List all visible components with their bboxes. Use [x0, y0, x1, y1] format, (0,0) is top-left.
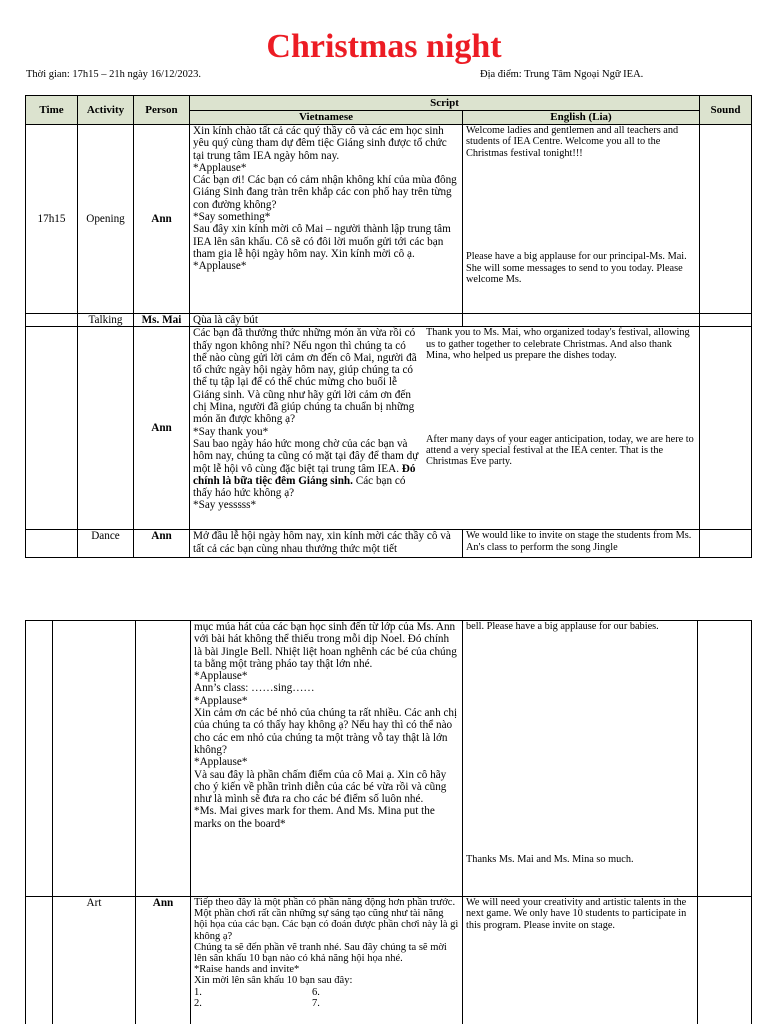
header-activity: Activity	[78, 96, 134, 125]
table-row	[26, 530, 752, 558]
header-time: Time	[26, 96, 78, 125]
table-row	[26, 314, 752, 327]
script-line: *Say yesssss*	[193, 499, 257, 512]
script-line: *Applause*	[194, 670, 248, 683]
script-line: *Applause*	[194, 694, 248, 707]
time-cell	[26, 621, 53, 897]
activity-cell	[78, 327, 134, 530]
header-vietnamese: Vietnamese	[190, 111, 463, 125]
vietnamese-cell: Mở đầu lễ hội ngày hôm nay, xin kính mời các thầy cô và tất cả các bạn cùng nhau thưởng thức một tiết	[190, 530, 463, 558]
time-cell	[26, 530, 78, 558]
english-cell	[463, 621, 698, 897]
header-script: Script	[190, 96, 700, 111]
script-line: Xin cảm ơn các bé nhỏ của chúng ta rất nhiều. Các anh chị của chúng ta có thấy hay không ạ? Nếu hay thì có thể nào cho các em nhỏ của chúng ta một tràng vỗ tay thật là lớn không?	[194, 707, 458, 756]
script-table-page-1	[25, 95, 752, 558]
script-line: Các bạn đã thưởng thức những món ăn vừa rồi có thấy ngon không nhỉ? Nếu ngon thì chúng ta có thể nào cùng gửi lời cảm ơn đến cô Mai, người đã tổ chức ngày hội ngày hôm nay, giúp chúng ta có thể tụ tập lại để có thể chúc mừng cho buổi lễ Giáng sinh. Và cũng như hãy gửi lời cảm ơn đến chị Mina, người đã giúp chúng ta chuẩn bị những món ăn được không ạ?	[193, 327, 417, 426]
table-row	[26, 125, 752, 314]
vietnamese-block	[190, 327, 422, 511]
script-line: Và sau đây là phần chấm điểm của cô Mai ạ. Xin cô hãy cho ý kiến về phần trình diễn của các bé vừa rồi và cũng như là mình sẽ đưa ra cho các bé điểm số luôn nhé.	[194, 768, 447, 806]
person-cell: Ms. Mai	[134, 314, 190, 327]
script-line: mục múa hát của các bạn học sinh đến từ lớp của Ms. Ann với bài hát không thể thiếu trong mỗi dịp Noel. Đó chính là bài Jingle Bell. Nhiệt liệt hoan nghênh các bé của chúng ta bằng một tràng pháo tay thật lớn nhé.	[194, 621, 457, 670]
person-cell: Ann	[134, 327, 190, 530]
activity-cell	[53, 621, 136, 897]
time-cell	[26, 314, 78, 327]
header-sound: Sound	[700, 96, 752, 125]
script-cell	[190, 327, 700, 530]
script-line: *Ms. Mai gives mark for them. And Ms. Mina put the marks on the board*	[194, 805, 435, 830]
script-line: Chúng ta sẽ đến phần vẽ tranh nhé. Sau đây chúng ta sẽ mời lên sân khấu 10 bạn nào có khả năng hội họa nhé.	[194, 941, 447, 965]
script-line: Welcome ladies and gentlemen and all teachers and students of IEA Centre. Welcome you all to the Christmas festival tonight!!!	[466, 125, 679, 159]
header-person: Person	[134, 96, 190, 125]
person-cell: Ann	[136, 897, 191, 1024]
script-line: *Applause*	[194, 756, 248, 769]
table-row	[26, 327, 752, 530]
english-cell	[463, 314, 700, 327]
event-location: Địa điểm: Trung Tâm Ngoại Ngữ IEA.	[480, 69, 644, 80]
script-line: *Say thank you*	[193, 425, 269, 438]
script-table-page-2	[25, 620, 752, 1024]
activity-cell: Opening	[78, 125, 134, 314]
time-cell: 17h15	[26, 125, 78, 314]
vietnamese-cell	[191, 621, 463, 897]
sound-cell	[698, 897, 752, 1024]
event-time: Thời gian: 17h15 – 21h ngày 16/12/2023.	[26, 69, 201, 80]
english-cell: We would like to invite on stage the students from Ms. An's class to perform the song Jingle	[463, 530, 700, 558]
participant-list-row: 2. 7.	[194, 997, 320, 1009]
english-cell	[463, 125, 700, 314]
page-title: Christmas night	[266, 28, 502, 65]
activity-cell: Art	[53, 897, 136, 1024]
script-line: Thank you to Ms. Mai, who organized today's festival, allowing us to gather together to celebrate Christmas. And also thank Mina, who helped us prepare the dishes today.	[426, 327, 690, 362]
script-line: Xin mời lên sân khấu 10 bạn sau đây:	[194, 975, 353, 987]
activity-cell: Dance	[78, 530, 134, 558]
script-line: Sau đây xin kính mời cô Mai – người thành lập trung tâm IEA lên sân khấu. Cô sẽ có đôi lời muốn gửi tới các bạn tham gia lễ hội ngày hôm nay. Xin kính mời cô ạ.	[193, 223, 451, 260]
time-cell	[26, 897, 53, 1024]
header-english: English (Lia)	[463, 111, 700, 125]
script-line: Please have a big applause for our principal-Ms. Mai. She will some messages to send to you today. Please welcome Ms.	[466, 251, 687, 286]
vietnamese-cell	[191, 897, 463, 1024]
english-block	[422, 327, 699, 511]
script-line: *Applause*	[193, 260, 247, 273]
vietnamese-cell: Qùa là cây bút	[190, 314, 463, 327]
script-line: bell. Please have a big applause for our babies.	[466, 621, 659, 632]
sound-cell	[700, 530, 752, 558]
script-line: *Say something*	[193, 211, 271, 224]
script-line: Ann’s class: ……sing……	[194, 682, 315, 695]
person-cell: Ann	[134, 125, 190, 314]
script-line: Tiếp theo đây là một phần có phần năng động hơn phần trước. Một phần chơi rất cần những sự sáng tạo cũng như tài năng hội họa của các bạn. Các bạn có đoán được phần chơi này là gì không ạ?	[194, 897, 459, 942]
person-cell	[136, 621, 191, 897]
table-row	[26, 621, 752, 897]
sound-cell	[700, 327, 752, 530]
table-row	[26, 897, 752, 1024]
time-cell	[26, 327, 78, 530]
vietnamese-cell	[190, 125, 463, 314]
script-line: Thanks Ms. Mai and Ms. Mina so much.	[466, 854, 634, 866]
sound-cell	[700, 125, 752, 314]
activity-cell: Talking	[78, 314, 134, 327]
script-line: Xin kính chào tất cả các quý thầy cô và các em học sinh yêu quý cùng tham dự đêm tiệc Giáng sinh được tổ chức tại trung tâm IEA ngày hôm nay.	[193, 125, 447, 162]
script-line: *Raise hands and invite*	[194, 964, 300, 976]
sound-cell	[698, 621, 752, 897]
script-line: Các bạn ơi! Các bạn có cảm nhận không khí của mùa đông Giáng Sinh đang tràn trên khắp các con phố hay trên từng con đường không?	[193, 174, 457, 211]
participant-list-row: 1. 6.	[194, 986, 320, 998]
person-cell: Ann	[134, 530, 190, 558]
script-line: *Applause*	[193, 161, 247, 174]
english-cell: We will need your creativity and artistic talents in the next game. We only have 10 students to participate in this program. Please invite on stage.	[463, 897, 698, 1024]
script-line: Sau bao ngày háo hức mong chờ của các bạn và hôm nay, chúng ta cũng có mặt tại đây để tham dự một lễ hội vô cùng đặc biệt tại trung tâm IEA. Đó chính là bữa tiệc đêm Giáng sinh. Các bạn có thấy háo hức không ạ?	[193, 437, 419, 500]
sound-cell	[700, 314, 752, 327]
script-line: After many days of your eager anticipation, today, we are here to attend a very special festival at the IEA center. That is the Christmas Eve party.	[426, 433, 694, 468]
